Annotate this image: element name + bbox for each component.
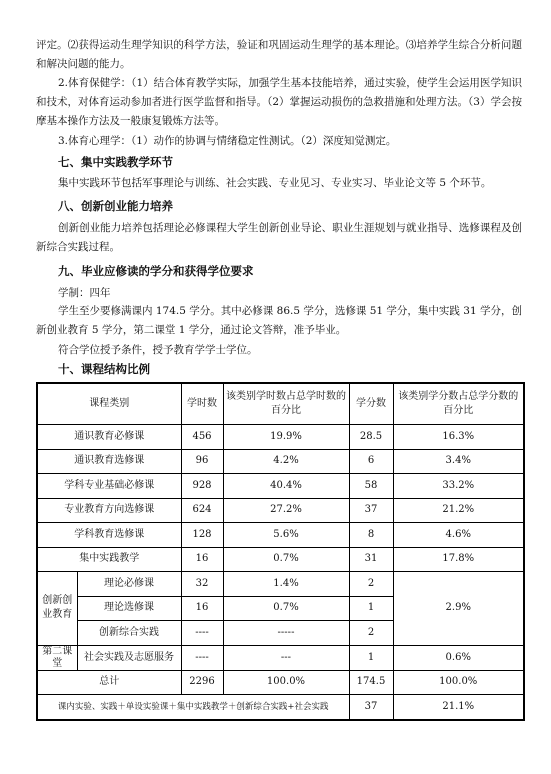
header-credits-pct: 该类别学分数占总学分数的百分比	[393, 383, 524, 425]
cell-credits-pct: 21.2%	[393, 498, 524, 523]
cell-hours: 16	[181, 547, 223, 572]
section-10-title: 十、课程结构比例	[58, 362, 150, 376]
cell-category: 理论选修课	[77, 596, 181, 621]
cell-credits-pct: 33.2%	[393, 474, 524, 499]
cell-hours-pct: -----	[223, 621, 349, 646]
cell-hours-pct: 4.2%	[223, 449, 349, 474]
cell-category: 专业教育方向选修课	[37, 498, 181, 523]
cell-total-hours-pct: 100.0%	[223, 670, 349, 695]
cell-hours-pct: 0.7%	[223, 547, 349, 572]
header-category: 课程类别	[37, 383, 181, 425]
cell-credits: 2	[349, 572, 393, 597]
table-row-innovation	[37, 572, 524, 597]
cell-hours: 128	[181, 523, 223, 548]
cell-practice-label: 课内实验、实践＋单设实验课＋集中实践教学＋创新综合实践+社会实践	[37, 695, 349, 720]
section-8-title: 八、创新创业能力培养	[58, 199, 173, 213]
cell-credits-pct: 3.4%	[393, 449, 524, 474]
table-row-total	[37, 670, 524, 695]
cell-category: 集中实践教学	[37, 547, 181, 572]
cell-hours: 928	[181, 474, 223, 499]
cell-category: 通识教育必修课	[37, 425, 181, 450]
cell-credits: 2	[349, 621, 393, 646]
cell-hours: 624	[181, 498, 223, 523]
cell-category: 通识教育选修课	[37, 449, 181, 474]
cell-practice-credits: 37	[349, 695, 393, 720]
course-structure-table	[36, 382, 525, 721]
table-row-second-class	[37, 645, 524, 670]
cell-total-credits-pct: 100.0%	[393, 670, 524, 695]
cell-credits: 1	[349, 645, 393, 670]
cell-hours-pct: 40.4%	[223, 474, 349, 499]
cell-hours-pct: 19.9%	[223, 425, 349, 450]
cell-category: 创新综合实践	[77, 621, 181, 646]
cell-innovation-group: 创新创业教育	[37, 572, 77, 646]
paragraph-sports-health: 2.体育保健学：（1）结合体育教学实际，加强学生基本技能培养，通过实验，使学生会运用医学知识和技术，对体育运动参加者进行医学监督和指导。（2）掌握运动损伤的急救措施和处理方法。（3）学会按摩基本操作方法及一般康复锻炼方法等。	[36, 77, 522, 127]
table-row	[37, 523, 524, 548]
cell-second-class-group: 第二课堂	[37, 645, 77, 670]
cell-hours-pct: 27.2%	[223, 498, 349, 523]
cell-practice-credits-pct: 21.1%	[393, 695, 524, 720]
section-9-title: 九、毕业应修读的学分和获得学位要求	[58, 264, 254, 278]
cell-credits: 28.5	[349, 425, 393, 450]
cell-credits: 58	[349, 474, 393, 499]
section-8-body: 创新创业能力培养包括理论必修课程大学生创新创业导论、职业生涯规划与就业指导、选修课程及创新综合实践过程。	[36, 222, 522, 253]
cell-hours-pct: 1.4%	[223, 572, 349, 597]
cell-credits-pct: 17.8%	[393, 547, 524, 572]
section-9-degree: 符合学位授予条件，授予教育学学士学位。	[58, 344, 258, 356]
header-hours: 学时数	[181, 383, 223, 425]
cell-total-hours: 2296	[181, 670, 223, 695]
table-row	[37, 547, 524, 572]
cell-hours: 32	[181, 572, 223, 597]
cell-category: 学科教育选修课	[37, 523, 181, 548]
cell-credits-pct: 4.6%	[393, 523, 524, 548]
cell-credits-pct: 0.6%	[393, 645, 524, 670]
cell-category: 理论必修课	[77, 572, 181, 597]
cell-credits: 1	[349, 596, 393, 621]
header-credits: 学分数	[349, 383, 393, 425]
section-7-body: 集中实践环节包括军事理论与训练、社会实践、专业见习、专业实习、毕业论文等 5 个环节。	[58, 177, 492, 189]
cell-total-label: 总计	[37, 670, 181, 695]
table-row-practice	[37, 695, 524, 720]
section-9-duration: 学制：四年	[58, 287, 111, 299]
section-7-title: 七、集中实践教学环节	[58, 155, 173, 169]
cell-hours: 96	[181, 449, 223, 474]
cell-credits: 31	[349, 547, 393, 572]
cell-credits: 37	[349, 498, 393, 523]
cell-total-credits: 174.5	[349, 670, 393, 695]
cell-hours-pct: 5.6%	[223, 523, 349, 548]
cell-credits: 8	[349, 523, 393, 548]
table-row	[37, 474, 524, 499]
header-hours-pct: 该类别学时数占总学时数的百分比	[223, 383, 349, 425]
paragraph-physiology-cont: 评定。⑵获得运动生理学知识的科学方法，验证和巩固运动生理学的基本理论。⑶培养学生综合分析问题和解决问题的能力。	[36, 39, 522, 70]
cell-hours-pct: ---	[223, 645, 349, 670]
cell-hours: 456	[181, 425, 223, 450]
section-9-body: 学生至少要修满课内 174.5 学分。其中必修课 86.5 学分，选修课 51 学分，集中实践 31 学分，创新创业教育 5 学分，第二课堂 1 学分，通过论文答辩，准予毕业。	[36, 305, 522, 336]
cell-innovation-credits-pct: 2.9%	[393, 572, 524, 646]
cell-hours: 16	[181, 596, 223, 621]
cell-hours: ----	[181, 621, 223, 646]
table-row	[37, 449, 524, 474]
paragraph-sports-psychology: 3.体育心理学：（1）动作的协调与情绪稳定性测试。（2）深度知觉测定。	[58, 135, 397, 147]
cell-category: 学科专业基础必修课	[37, 474, 181, 499]
table-header-row	[37, 383, 524, 425]
table-row	[37, 498, 524, 523]
table-row	[37, 425, 524, 450]
cell-credits-pct: 16.3%	[393, 425, 524, 450]
cell-hours-pct: 0.7%	[223, 596, 349, 621]
cell-hours: ----	[181, 645, 223, 670]
cell-credits: 6	[349, 449, 393, 474]
cell-category: 社会实践及志愿服务	[77, 645, 181, 670]
